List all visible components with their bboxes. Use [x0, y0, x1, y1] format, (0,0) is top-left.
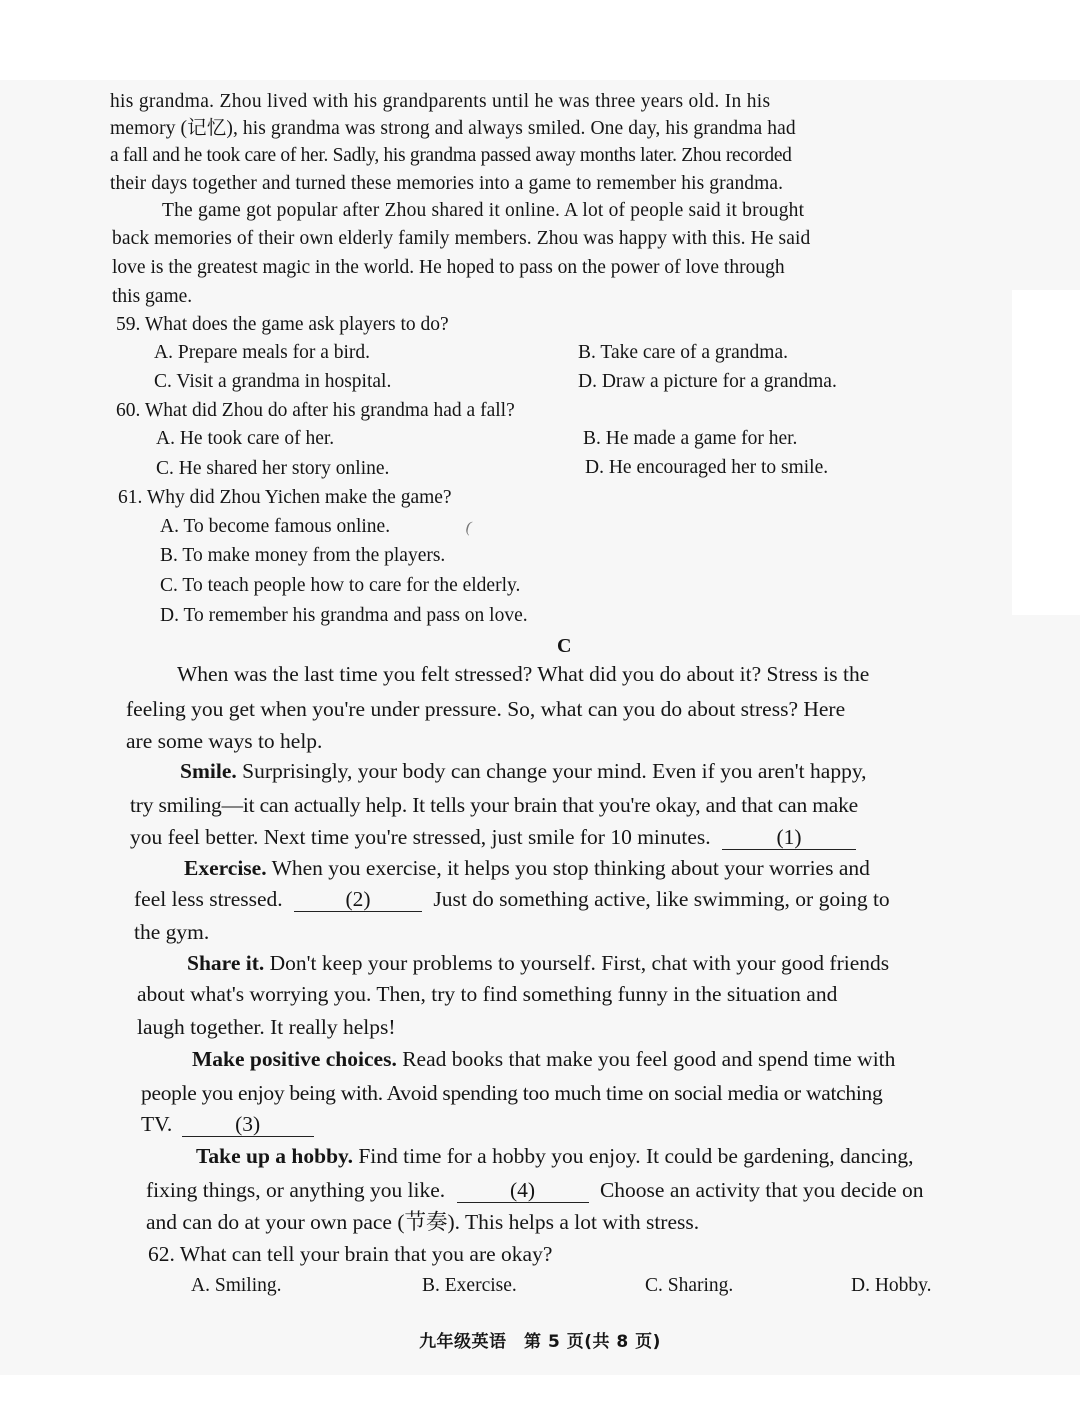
- page-footer: 九年级英语 第 5 页(共 8 页): [419, 1332, 661, 1352]
- option-d[interactable]: [851, 1276, 932, 1296]
- option-letter: C.: [154, 371, 172, 392]
- option-a[interactable]: [160, 517, 390, 537]
- tip-title: Take up a hobby.: [196, 1144, 353, 1168]
- option-text: Draw a picture for a grandma.: [601, 371, 837, 392]
- passage-line: this game.: [112, 286, 193, 307]
- tip-text: Don't keep your problems to yourself. First, chat with your good friends: [264, 951, 890, 975]
- option-a[interactable]: [154, 343, 370, 363]
- passage-line: [180, 761, 867, 783]
- option-text: To make money from the players.: [182, 545, 446, 566]
- passage-line: The game got popular after Zhou shared it online. A lot of people said it brought: [162, 200, 805, 221]
- passage-line: try smiling—it can actually help. It tells your brain that you're okay, and that can make: [130, 793, 859, 817]
- passage-line: [141, 1114, 314, 1137]
- option-text: Visit a grandma in hospital.: [176, 371, 392, 392]
- question-stem: [118, 488, 452, 508]
- passage-line: When was the last time you felt stressed? What did you do about it? Stress is the: [177, 662, 870, 686]
- option-text: He made a game for her.: [605, 428, 798, 449]
- option-text: He took care of her.: [179, 428, 335, 449]
- answer-blank-3[interactable]: (3): [182, 1114, 314, 1137]
- option-letter: D.: [851, 1275, 870, 1296]
- question-number: 60.: [116, 400, 141, 421]
- option-b[interactable]: [583, 429, 797, 449]
- answer-blank-4[interactable]: (4): [457, 1180, 589, 1203]
- option-text: To become famous online.: [183, 516, 391, 537]
- question-stem: [116, 401, 515, 421]
- option-text: Sharing.: [667, 1275, 734, 1296]
- tip-text: TV.: [141, 1112, 173, 1136]
- tip-text: Just do something active, like swimming, or going to: [433, 887, 890, 911]
- section-heading-c: C: [557, 635, 572, 657]
- option-letter: D.: [585, 457, 604, 478]
- option-letter: A.: [154, 342, 173, 363]
- option-text: Hobby.: [874, 1275, 932, 1296]
- passage-line: feeling you get when you're under pressure. So, what can you do about stress? Here: [126, 697, 846, 721]
- option-a[interactable]: [191, 1276, 282, 1296]
- tip-text: you feel better. Next time you're stressed, just smile for 10 minutes.: [130, 825, 711, 849]
- option-c[interactable]: [154, 372, 391, 392]
- passage-line: about what's worrying you. Then, try to find something funny in the situation and: [137, 982, 838, 1006]
- option-d[interactable]: [578, 372, 837, 392]
- option-b[interactable]: [578, 343, 788, 363]
- question-text: Why did Zhou Yichen make the game?: [146, 487, 452, 508]
- tip-title: Share it.: [187, 951, 265, 975]
- passage-line: memory (记忆), his grandma was strong and always smiled. One day, his grandma had: [110, 118, 796, 139]
- tip-text: Surprisingly, your body can change your mind. Even if you aren't happy,: [236, 759, 867, 783]
- question-number: 61.: [118, 487, 143, 508]
- passage-line: [146, 1180, 924, 1203]
- tip-text: Find time for a hobby you enjoy. It could be gardening, dancing,: [352, 1144, 914, 1168]
- pencil-mark: (: [464, 518, 474, 537]
- option-letter: C.: [156, 458, 174, 479]
- question-number: 59.: [116, 314, 141, 335]
- option-letter: A.: [191, 1275, 210, 1296]
- question-number: 62.: [148, 1242, 175, 1266]
- option-c[interactable]: [645, 1276, 733, 1296]
- question-stem: [148, 1244, 552, 1266]
- passage-line: [184, 858, 870, 880]
- question-text: What does the game ask players to do?: [144, 314, 449, 335]
- option-text: Smiling.: [214, 1275, 282, 1296]
- passage-line: love is the greatest magic in the world. He hoped to pass on the power of love through: [112, 257, 785, 278]
- passage-line: the gym.: [134, 920, 210, 944]
- tip-text: Choose an activity that you decide on: [599, 1178, 924, 1202]
- answer-blank-1[interactable]: (1): [722, 827, 856, 850]
- passage-line: are some ways to help.: [126, 729, 323, 753]
- option-c[interactable]: [156, 459, 389, 479]
- option-text: To teach people how to care for the elderly.: [182, 575, 521, 596]
- option-d[interactable]: [585, 458, 828, 478]
- option-b[interactable]: [160, 546, 445, 566]
- tip-text: feel less stressed.: [134, 887, 283, 911]
- tip-title: Make positive choices.: [192, 1047, 397, 1071]
- passage-line: their days together and turned these memories into a game to remember his grandma.: [110, 173, 784, 194]
- answer-blank-2[interactable]: (2): [294, 889, 422, 912]
- passage-line: [130, 827, 856, 850]
- option-text: He encouraged her to smile.: [608, 457, 829, 478]
- passage-line: back memories of their own elderly family members. Zhou was happy with this. He said: [112, 228, 811, 249]
- passage-line: [134, 889, 890, 912]
- passage-line: his grandma. Zhou lived with his grandparents until he was three years old. In his: [110, 91, 771, 112]
- option-letter: B.: [578, 342, 596, 363]
- option-d[interactable]: [160, 606, 528, 626]
- passage-line: [196, 1146, 913, 1168]
- option-text: Exercise.: [444, 1275, 517, 1296]
- option-letter: A.: [160, 516, 179, 537]
- option-text: To remember his grandma and pass on love.: [183, 605, 528, 626]
- passage-line: [187, 953, 889, 975]
- option-letter: B.: [583, 428, 601, 449]
- passage-line: people you enjoy being with. Avoid spending too much time on social media or watching: [141, 1081, 883, 1105]
- tip-title: Exercise.: [184, 856, 267, 880]
- scan-margin: [1012, 290, 1080, 615]
- option-text: Prepare meals for a bird.: [177, 342, 371, 363]
- option-letter: C.: [160, 575, 178, 596]
- option-letter: B.: [422, 1275, 440, 1296]
- option-letter: A.: [156, 428, 175, 449]
- option-letter: D.: [578, 371, 597, 392]
- tip-text: When you exercise, it helps you stop thinking about your worries and: [266, 856, 870, 880]
- question-stem: [116, 315, 449, 335]
- option-text: He shared her story online.: [178, 458, 390, 479]
- tip-text: fixing things, or anything you like.: [146, 1178, 446, 1202]
- passage-line: [192, 1049, 895, 1071]
- option-text: Take care of a grandma.: [600, 342, 788, 363]
- question-text: What can tell your brain that you are okay?: [179, 1242, 553, 1266]
- option-letter: B.: [160, 545, 178, 566]
- option-b[interactable]: [422, 1276, 517, 1296]
- option-c[interactable]: [160, 576, 520, 596]
- passage-line: laugh together. It really helps!: [137, 1015, 396, 1039]
- option-letter: D.: [160, 605, 179, 626]
- question-text: What did Zhou do after his grandma had a fall?: [144, 400, 515, 421]
- tip-text: Read books that make you feel good and spend time with: [396, 1047, 896, 1071]
- option-a[interactable]: [156, 429, 334, 449]
- tip-title: Smile.: [180, 759, 237, 783]
- passage-line: and can do at your own pace (节奏). This helps a lot with stress.: [146, 1210, 700, 1234]
- option-letter: C.: [645, 1275, 663, 1296]
- passage-line: a fall and he took care of her. Sadly, his grandma passed away months later. Zhou recorded: [110, 145, 792, 166]
